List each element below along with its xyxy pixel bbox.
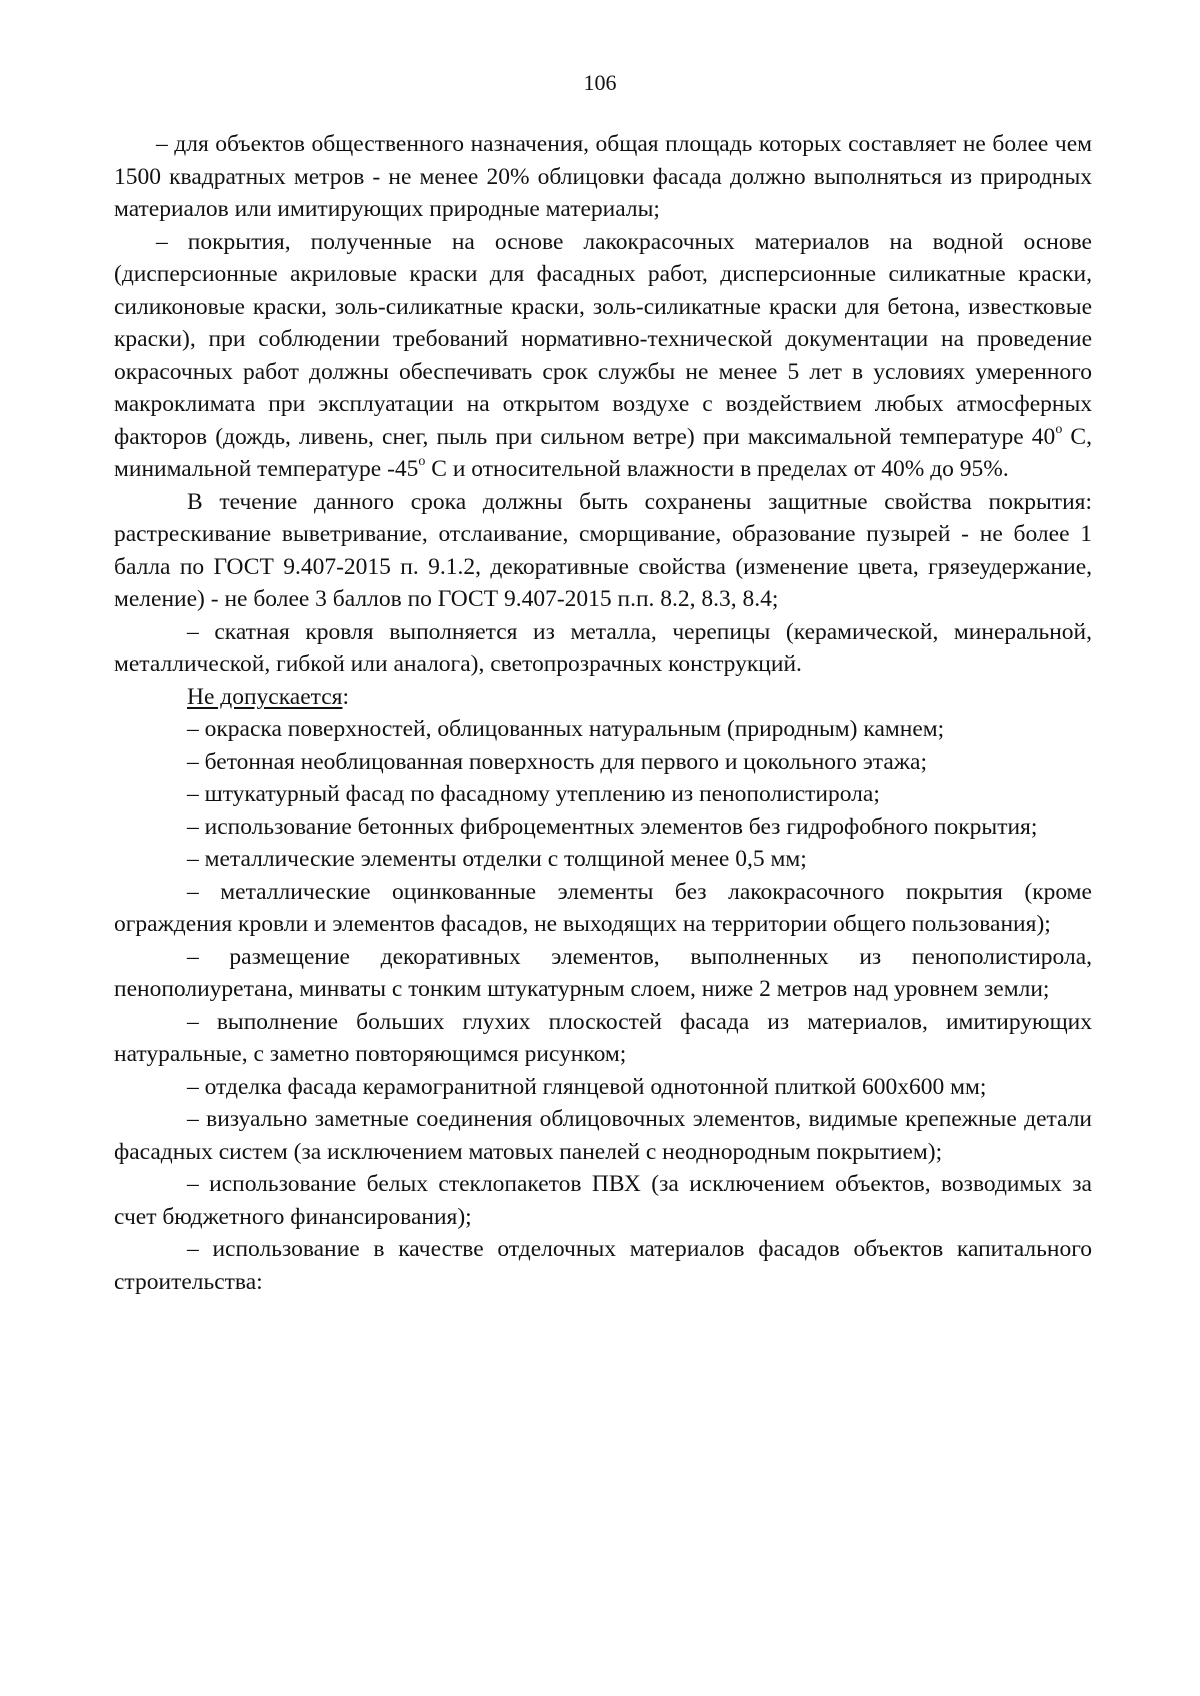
list-item-fiber-cement: – использование бетонных фиброцементных элементов без гидрофобного покрытия; [187,813,1038,840]
not-allowed-colon: : [342,683,349,710]
list-item-blank-surfaces: – выполнение больших глухих плоскостей фасада из материалов, имитирующих натуральные, с заметно повторяющимся рисунком; [114,1008,1092,1067]
list-item-galvanized-metal: – металлические оцинкованные элементы без лакокрасочного покрытия (кроме ограждения кровли и элементов фасадов, не выходящих на территории общего пользования); [114,878,1092,937]
list-item-water-based-coatings [114,226,1092,486]
list-item-bare-concrete: – бетонная необлицованная поверхность для первого и цокольного этажа; [187,748,927,775]
heading-not-allowed [114,681,1092,714]
list-item-plaster-facade: – штукатурный фасад по фасадному утеплению из пенополистирола; [187,781,880,807]
list-item-white-pvc: – использование белых стеклопакетов ПВХ (за исключением объектов, возводимых за счет бюджетного финансирования); [114,1171,1092,1230]
list-item-glossy-tile: – отделка фасада керамогранитной глянцевой однотонной плиткой 600х600 мм; [187,1073,987,1100]
document-body [114,128,1092,1298]
list-item-decorative-elements: – размещение декоративных элементов, выполненных из пенополистирола, пенополиуретана, минваты с тонким штукатурным слоем, ниже 2 метров над уровнем земли; [114,943,1092,1002]
page-number: 106 [583,70,617,95]
degree-sign-min: o [418,454,426,470]
list-item-public-buildings: – для объектов общественного назначения, общая площадь которых составляет не более чем 1500 квадратных метров - не менее 20% облицовки фасада должно выполняться из природных материалов или имитирующих природные материалы; [114,131,1092,222]
not-allowed-label: Не допускается [187,683,343,710]
list-item-thin-metal: – металлические элементы отделки с толщиной менее 0,5 мм; [187,846,807,872]
coatings-text-min-temp: С, минимальной температуре -45 [114,423,1092,482]
coatings-text: – покрытия, полученные на основе лакокрасочных материалов на водной основе (дисперсионные акриловые краски для фасадных работ, дисперсионные силикатные краски, силиконовые краски, золь-силикатные краски, золь-силикатные краски для бетона, известковые краски), при соблюдении требований нормативно-технической документации на проведение окрасочных работ должны обеспечивать срок службы не менее 5 лет в условиях умеренного макроклимата при эксплуатации на открытом воздухе с воздействием любых атмосферных факторов (дождь, ливень, снег, пыль при сильном ветре) при максимальной температуре 40 [114,228,1092,450]
coatings-text-humidity: С и относительной влажности в пределах от 40% до 95%. [425,456,1009,482]
list-item-pitched-roof: – скатная кровля выполняется из металла, черепицы (керамической, минеральной, металлической, гибкой или аналога), светопрозрачных конструкций. [114,618,1092,677]
list-item-finishing-materials: – использование в качестве отделочных материалов фасадов объектов капитального строительства: [114,1236,1092,1295]
list-item-stone-painting: – окраска поверхностей, облицованных натуральным (природным) камнем; [187,716,945,742]
paragraph-protective-properties: В течение данного срока должны быть сохранены защитные свойства покрытия: растрескивание выветривание, отслаивание, сморщивание, образование пузырей - не более 1 балла по ГОСТ 9.407-2015 п. 9.1.2, декоративные свойства (изменение цвета, грязеудержание, меление) - не более 3 баллов по ГОСТ 9.407-2015 п.п. 8.2, 8.3, 8.4; [114,488,1092,612]
degree-sign-max: o [1055,421,1063,437]
list-item-visible-joints: – визуально заметные соединения облицовочных элементов, видимые крепежные детали фасадных систем (за исключением матовых панелей с неоднородным покрытием); [114,1106,1092,1165]
